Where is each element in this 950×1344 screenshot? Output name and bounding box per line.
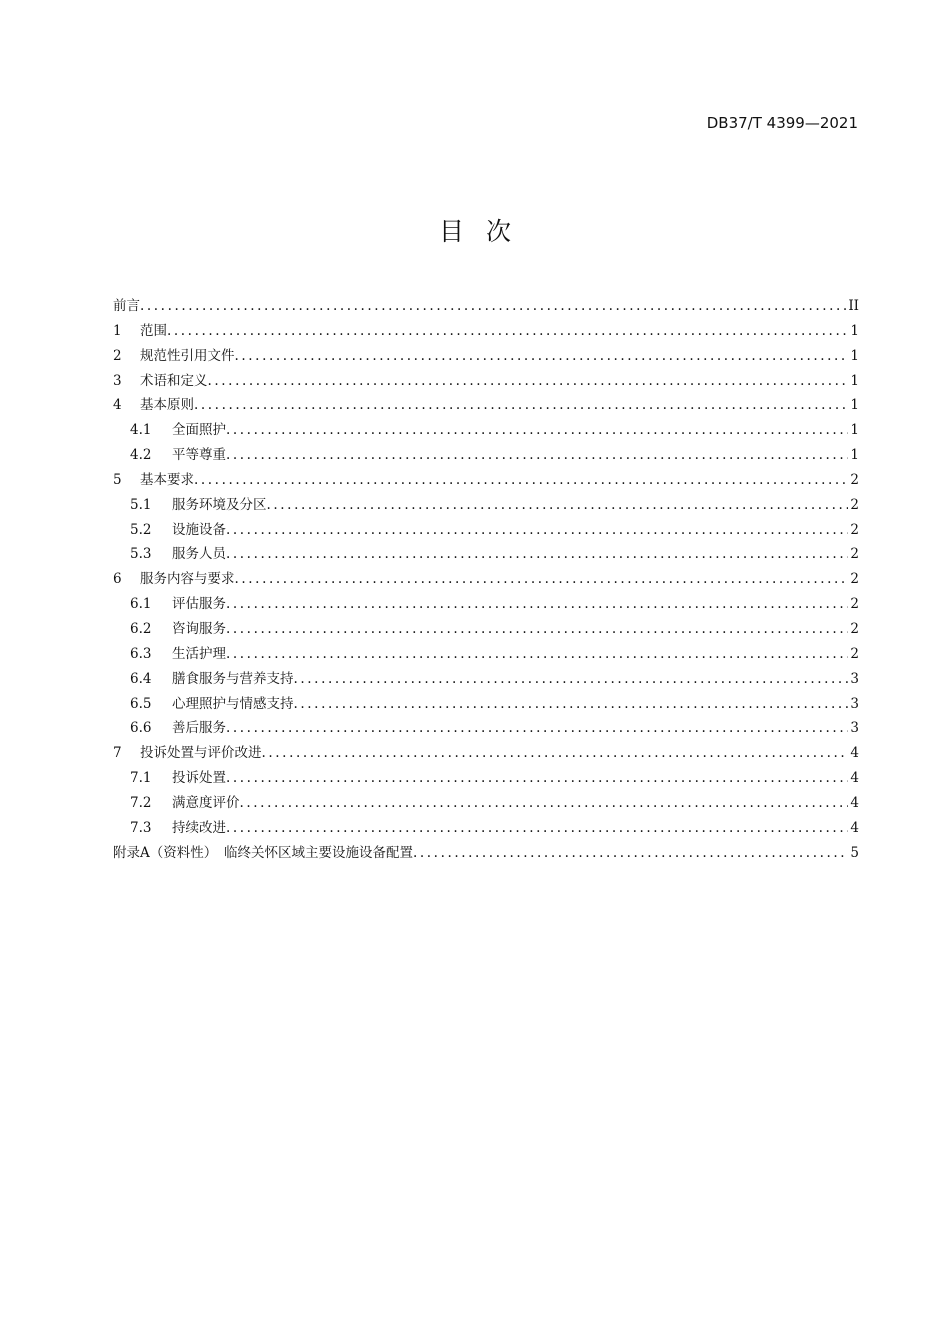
- toc-entry[interactable]: [113, 518, 859, 543]
- toc-entry-page: 3: [850, 695, 859, 712]
- dot-leader: [226, 443, 848, 468]
- toc-entry-number: 6: [113, 571, 122, 588]
- toc-entry-page: 1: [850, 372, 859, 389]
- table-of-contents: [113, 294, 859, 865]
- toc-entry-page: 4: [850, 794, 859, 811]
- toc-entry-page: 3: [850, 720, 859, 737]
- toc-entry-number: 5: [113, 471, 122, 488]
- dot-leader: [226, 766, 848, 791]
- toc-entry-page: 2: [850, 620, 859, 637]
- toc-entry[interactable]: [113, 692, 859, 717]
- toc-entry-label: 满意度评价: [172, 794, 240, 811]
- toc-entry-label: 基本原则: [140, 397, 194, 414]
- toc-entry-number: 7.3: [130, 819, 152, 836]
- toc-entry[interactable]: [113, 493, 859, 518]
- toc-entry-number: 6.4: [130, 670, 152, 687]
- dot-leader: [240, 791, 849, 816]
- dot-leader: [226, 642, 848, 667]
- dot-leader: [226, 592, 848, 617]
- toc-entry[interactable]: [113, 791, 859, 816]
- dot-leader: [208, 369, 849, 394]
- toc-entry-label: 基本要求: [140, 471, 194, 488]
- toc-entry-number: 3: [113, 372, 122, 389]
- toc-entry-page: 1: [850, 422, 859, 439]
- toc-entry-label: 心理照护与情感支持: [172, 695, 294, 712]
- toc-entry-label: 投诉处置: [172, 770, 226, 787]
- toc-entry-page: 2: [850, 645, 859, 662]
- toc-entry-number: 5.2: [130, 521, 152, 538]
- toc-entry-number: 4.1: [130, 422, 152, 439]
- toc-entry-page: 4: [850, 745, 859, 762]
- toc-entry-label: 服务环境及分区: [172, 496, 267, 513]
- toc-entry-number: 5.1: [130, 496, 152, 513]
- toc-entry-label: 持续改进: [172, 819, 226, 836]
- toc-entry-label: 生活护理: [172, 645, 226, 662]
- dot-leader: [262, 741, 849, 766]
- toc-entry-label: 评估服务: [172, 596, 226, 613]
- toc-entry-page: 4: [850, 819, 859, 836]
- toc-entry-label: 投诉处置与评价改进: [140, 745, 262, 762]
- toc-entry-label: 咨询服务: [172, 620, 226, 637]
- dot-leader: [294, 667, 849, 692]
- toc-entry[interactable]: [113, 393, 859, 418]
- dot-leader: [140, 294, 846, 319]
- toc-entry-number: 2: [113, 347, 122, 364]
- page-title: 目次: [438, 217, 533, 246]
- toc-entry-page: 2: [850, 571, 859, 588]
- toc-entry-page: II: [848, 298, 859, 314]
- toc-entry[interactable]: [113, 592, 859, 617]
- toc-entry-label: 附录A（资料性） 临终关怀区域主要设施设备配置: [113, 844, 413, 861]
- toc-entry-page: 2: [850, 546, 859, 563]
- toc-entry-number: 7.2: [130, 794, 152, 811]
- toc-entry[interactable]: [113, 294, 859, 319]
- toc-entry-number: 1: [113, 322, 122, 339]
- toc-entry-label: 前言: [113, 298, 140, 314]
- toc-entry-page: 1: [850, 397, 859, 414]
- toc-entry-page: 2: [850, 521, 859, 538]
- toc-entry[interactable]: [113, 319, 859, 344]
- toc-entry-number: 6.6: [130, 720, 152, 737]
- toc-entry-page: 3: [850, 670, 859, 687]
- toc-entry-label: 膳食服务与营养支持: [172, 670, 294, 687]
- dot-leader: [226, 617, 848, 642]
- toc-entry-page: 5: [850, 844, 859, 861]
- toc-entry-label: 服务内容与要求: [140, 571, 235, 588]
- toc-entry[interactable]: [113, 369, 859, 394]
- toc-entry-label: 平等尊重: [172, 447, 226, 464]
- toc-entry-page: 1: [850, 347, 859, 364]
- toc-entry[interactable]: [113, 542, 859, 567]
- dot-leader: [194, 393, 848, 418]
- dot-leader: [235, 344, 849, 369]
- toc-entry-page: 2: [850, 471, 859, 488]
- toc-entry[interactable]: [113, 841, 859, 866]
- toc-entry[interactable]: [113, 617, 859, 642]
- toc-entry-page: 2: [850, 496, 859, 513]
- toc-entry-number: 6.2: [130, 620, 152, 637]
- toc-entry-page: 1: [850, 447, 859, 464]
- toc-entry-number: 6.3: [130, 645, 152, 662]
- dot-leader: [194, 468, 848, 493]
- toc-entry-page: 4: [850, 770, 859, 787]
- toc-entry-number: 5.3: [130, 546, 152, 563]
- toc-entry-number: 7.1: [130, 770, 152, 787]
- toc-entry-page: 1: [850, 322, 859, 339]
- toc-entry[interactable]: [113, 741, 859, 766]
- dot-leader: [226, 518, 848, 543]
- toc-entry[interactable]: [113, 642, 859, 667]
- toc-entry[interactable]: [113, 344, 859, 369]
- toc-entry-label: 设施设备: [172, 521, 226, 538]
- toc-entry[interactable]: [113, 468, 859, 493]
- toc-entry-number: 4.2: [130, 447, 152, 464]
- toc-entry[interactable]: [113, 443, 859, 468]
- toc-entry-number: 6.1: [130, 596, 152, 613]
- toc-entry-page: 2: [850, 596, 859, 613]
- toc-entry-label: 规范性引用文件: [140, 347, 235, 364]
- toc-entry[interactable]: [113, 567, 859, 592]
- toc-entry[interactable]: [113, 716, 859, 741]
- dot-leader: [167, 319, 848, 344]
- standard-code: DB37/T 4399—2021: [706, 114, 858, 132]
- dot-leader: [267, 493, 849, 518]
- toc-entry-label: 术语和定义: [140, 372, 208, 389]
- toc-entry-label: 范围: [140, 322, 167, 339]
- toc-entry[interactable]: [113, 816, 859, 841]
- toc-entry-label: 善后服务: [172, 720, 226, 737]
- toc-entry[interactable]: [113, 766, 859, 791]
- toc-entry[interactable]: [113, 418, 859, 443]
- dot-leader: [235, 567, 849, 592]
- dot-leader: [226, 816, 848, 841]
- toc-entry[interactable]: [113, 667, 859, 692]
- toc-entry-number: 6.5: [130, 695, 152, 712]
- dot-leader: [226, 716, 848, 741]
- toc-entry-label: 服务人员: [172, 546, 226, 563]
- dot-leader: [413, 841, 848, 866]
- dot-leader: [294, 692, 849, 717]
- dot-leader: [226, 542, 848, 567]
- toc-entry-number: 7: [113, 745, 122, 762]
- dot-leader: [226, 418, 848, 443]
- toc-entry-number: 4: [113, 397, 122, 414]
- toc-entry-label: 全面照护: [172, 422, 226, 439]
